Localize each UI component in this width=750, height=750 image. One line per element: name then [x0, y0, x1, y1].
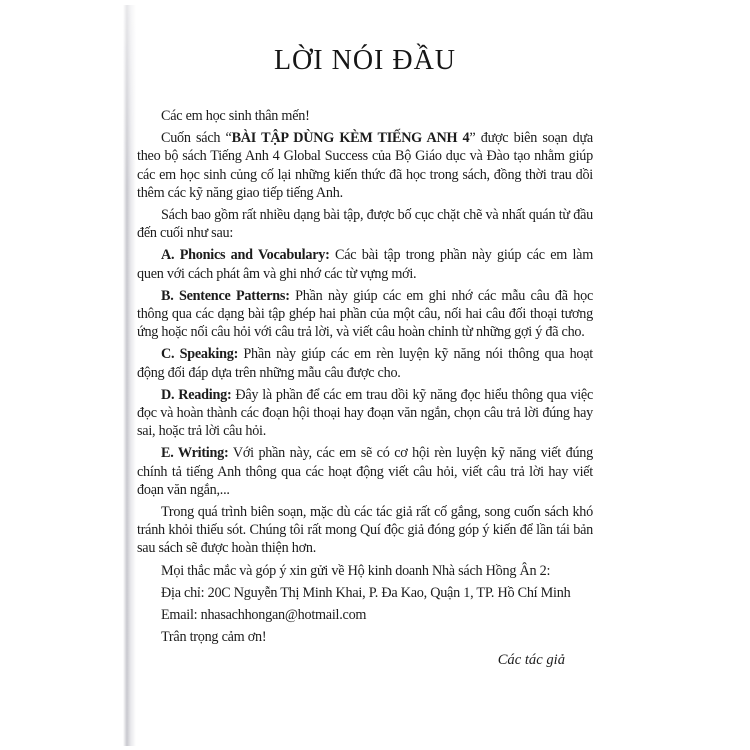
- section-phonics-vocabulary-text: Các bài tập trong phần này giúp các em làm quen với cách phát âm và ghi nhớ các từ vựng mới.: [137, 247, 593, 282]
- section-speaking-label: C. Speaking:: [161, 346, 239, 363]
- contact-intro-line: Mọi thắc mắc và góp ý xin gửi về Hộ kinh doanh Nhà sách Hồng Ân 2:: [161, 562, 551, 579]
- section-writing-paragraph: [137, 444, 593, 499]
- section-phonics-vocabulary-label: A. Phonics and Vocabulary:: [161, 247, 330, 264]
- section-writing-text: Với phần này, các em sẽ có cơ hội rèn luyện kỹ năng viết đúng chính tả tiếng Anh thông qua các hoạt động viết câu hỏi, viết câu trả lời hay viết đoạn văn ngắn,...: [137, 445, 593, 498]
- section-sentence-patterns-text: Phần này giúp các em ghi nhớ các mẫu câu đã học thông qua các dạng bài tập ghép hai phần của một câu, nối hai câu đối thoại tương ứng hoặc nối câu hỏi với câu trả lời, và viết câu hoàn chỉnh từ những gợi ý đã cho.: [137, 287, 593, 341]
- section-sentence-patterns-paragraph: [137, 287, 593, 342]
- section-sentence-patterns-label: B. Sentence Patterns:: [161, 287, 290, 304]
- closing-paragraph: Trong quá trình biên soạn, mặc dù các tác giả rất cố gắng, song cuốn sách khó tránh khỏi thiếu sót. Chúng tôi rất mong Quí độc giả đóng góp ý kiến để lần tái bản sau sách sẽ được hoàn thiện hơn.: [137, 504, 593, 557]
- contact-email-line: Email: nhasachhongan@hotmail.com: [161, 607, 367, 624]
- preface-content: [137, 0, 593, 670]
- section-reading-paragraph: [137, 386, 593, 441]
- page-edge-shadow: [123, 5, 136, 746]
- structure-intro-paragraph: Sách bao gồm rất nhiều dạng bài tập, được bố cục chặt chẽ và nhất quán từ đầu đến cuối như sau:: [137, 207, 593, 242]
- greeting-line: Các em học sinh thân mến!: [161, 108, 310, 124]
- section-reading-label: D. Reading:: [161, 386, 232, 403]
- page-title: LỜI NÓI ĐẦU: [273, 45, 457, 76]
- book-title-inline: BÀI TẬP DÙNG KÈM TIẾNG ANH 4: [231, 130, 470, 147]
- section-reading-text: Đây là phần để các em trau dồi kỹ năng đọc hiểu thông qua việc đọc và hoàn thành các đoạn hội thoại hay đoạn văn ngắn, chọn câu trả lời đúng hay sai, hoặc trả lời câu hỏi.: [137, 386, 593, 440]
- section-speaking-text: Phần này giúp các em rèn luyện kỹ năng nói thông qua hoạt động đối đáp dựa trên những mẫu câu được cho.: [137, 346, 593, 381]
- contact-address-line: Địa chỉ: 20C Nguyễn Thị Minh Khai, P. Đa Kao, Quận 1, TP. Hồ Chí Minh: [161, 584, 571, 601]
- section-speaking-paragraph: [137, 345, 593, 381]
- section-writing-label: E. Writing:: [161, 445, 229, 462]
- intro-suffix: ” được biên soạn dựa theo bộ sách Tiếng Anh 4 Global Success của Bộ Giáo dục và Đào tạo nhằm giúp các em học sinh củng cố lại những kiến thức đã học trong sách, đồng thời trau dồi thêm các kỹ năng giao tiếp tiếng Anh.: [137, 130, 593, 201]
- thanks-line: Trân trọng cảm ơn!: [161, 629, 267, 646]
- authors-signature: Các tác giả: [497, 652, 565, 669]
- intro-prefix: Cuốn sách “: [161, 130, 232, 147]
- intro-paragraph: [137, 129, 593, 202]
- section-phonics-vocabulary-paragraph: [137, 246, 593, 282]
